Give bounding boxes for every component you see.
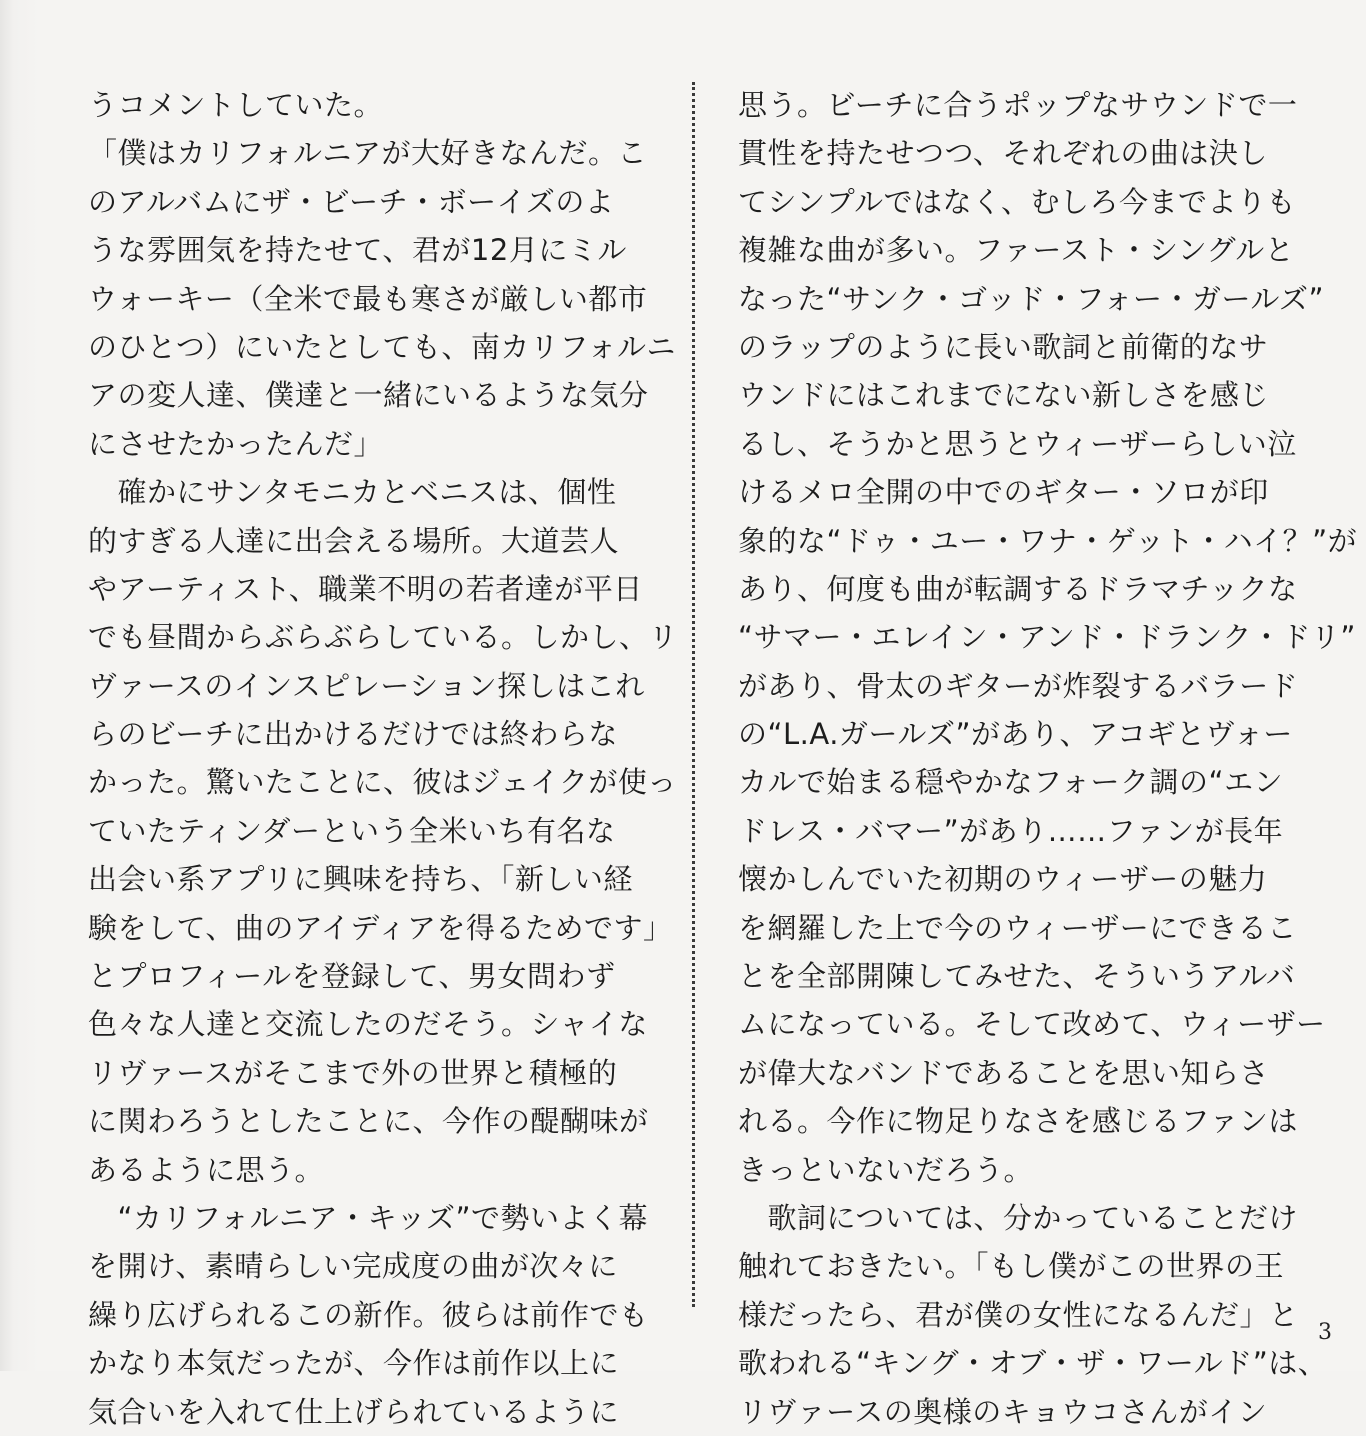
column-divider: [692, 82, 695, 1307]
right-text-column: [738, 81, 1358, 1436]
text-line: リヴァースがそこまで外の世界と積極的: [88, 1055, 618, 1090]
text-line: リヴァースの奥様のキョウコさんがイン: [738, 1394, 1268, 1429]
left-text-column: [88, 81, 688, 1436]
text-line: 触れておきたい。「もし僕がこの世界の王: [738, 1249, 1285, 1284]
text-line: 様だったら、君が僕の女性になるんだ」と: [738, 1297, 1299, 1332]
text-line: あるように思う。: [88, 1152, 325, 1187]
text-line: なった“サンク・ゴッド・フォー・ガールズ”: [738, 281, 1325, 316]
text-line: けるメロ全開の中でのギター・ソロが印: [738, 475, 1269, 510]
text-line: かった。驚いたことに、彼はジェイクが使っ: [88, 765, 677, 800]
text-line: 「僕はカリフォルニアが大好きなんだ。こ: [88, 136, 648, 171]
text-line: ヴァースのインスピレーション探しはこれ: [88, 668, 645, 703]
text-line: れる。今作に物足りなさを感じるファンは: [738, 1104, 1298, 1139]
text-line: を網羅した上で今のウィーザーにできるこ: [738, 910, 1297, 945]
text-line: 気合いを入れて仕上げられているように: [88, 1394, 620, 1429]
text-line: あり、何度も曲が転調するドラマチックな: [738, 571, 1298, 606]
text-line: アの変人達、僕達と一緒にいるような気分: [88, 378, 649, 413]
text-line: ウンドにはこれまでにない新しさを感じ: [738, 378, 1270, 413]
text-line: うな雰囲気を持たせて、君が12月にミル: [88, 233, 627, 268]
text-line: が偉大なバンドであることを思い知らさ: [738, 1055, 1270, 1090]
text-line: きっといないだろう。: [738, 1152, 1034, 1187]
text-line: 験をして、曲のアイディアを得るためです」: [88, 910, 673, 945]
text-line: てシンプルではなく、むしろ今までよりも: [738, 184, 1297, 219]
text-line: とプロフィールを登録して、男女問わず: [88, 959, 616, 994]
text-line: やアーティスト、職業不明の若者達が平日: [88, 571, 643, 606]
text-line: るし、そうかと思うとウィーザーらしい泣: [738, 426, 1297, 461]
text-line: 象的な“ドゥ・ユー・ワナ・ゲット・ハイ？”が: [738, 523, 1358, 558]
text-line: 繰り広げられるこの新作。彼らは前作でも: [88, 1297, 649, 1332]
text-line: のひとつ）にいたとしても、南カリフォルニ: [88, 329, 676, 364]
text-line: 的すぎる人達に出会える場所。大道芸人: [88, 523, 620, 558]
text-line: ムになっている。そして改めて、ウィーザー: [738, 1007, 1326, 1042]
text-line: に関わろうとしたことに、今作の醍醐味が: [88, 1104, 649, 1139]
text-line: 懐かしんでいた初期のウィーザーの魅力: [738, 862, 1268, 897]
text-line: とを全部開陳してみせた、そういうアルバ: [738, 959, 1296, 994]
text-line: 歌詞については、分かっていることだけ: [738, 1200, 1298, 1235]
text-line: のラップのように長い歌詞と前衛的なサ: [738, 329, 1269, 364]
text-line: の“L.A.ガールズ”があり、アコギとヴォー: [738, 717, 1293, 752]
text-line: を開け、素晴らしい完成度の曲が次々に: [88, 1249, 618, 1284]
text-line: でも昼間からぶらぶらしている。しかし、リ: [88, 620, 679, 655]
text-line: “サマー・エレイン・アンド・ドランク・ドリ”: [738, 620, 1356, 655]
text-line: ドレス・バマー”があり……ファンが長年: [738, 813, 1284, 848]
text-line: かなり本気だったが、今作は前作以上に: [88, 1346, 620, 1381]
text-line: 貫性を持たせつつ、それぞれの曲は決し: [738, 136, 1268, 171]
text-line: にさせたかったんだ」: [88, 426, 384, 461]
text-line: 出会い系アプリに興味を持ち、「新しい経: [88, 862, 633, 897]
text-line: 歌われる“キング・オブ・ザ・ワールド”は、: [738, 1346, 1328, 1381]
text-line: 思う。ビーチに合うポップなサウンドで一: [738, 88, 1298, 122]
text-line: “カリフォルニア・キッズ”で勢いよく幕: [88, 1200, 649, 1235]
text-line: 色々な人達と交流したのだそう。シャイな: [88, 1007, 648, 1042]
text-line: らのビーチに出かけるだけでは終わらな: [88, 717, 618, 752]
text-line: ていたティンダーという全米いち有名な: [88, 813, 616, 848]
text-line: カルで始まる穏やかなフォーク調の“エン: [738, 765, 1284, 800]
page-number: 3: [1318, 1320, 1332, 1345]
text-line: 複雑な曲が多い。ファースト・シングルと: [738, 233, 1295, 268]
text-line: のアルバムにザ・ビーチ・ボーイズのよ: [88, 184, 615, 219]
text-line: 確かにサンタモニカとベニスは、個性: [88, 475, 617, 510]
text-line: ウォーキー（全米で最も寒さが厳しい都市: [88, 281, 648, 316]
text-line: があり、骨太のギターが炸裂するバラード: [738, 668, 1299, 703]
text-line: うコメントしていた。: [88, 88, 384, 122]
